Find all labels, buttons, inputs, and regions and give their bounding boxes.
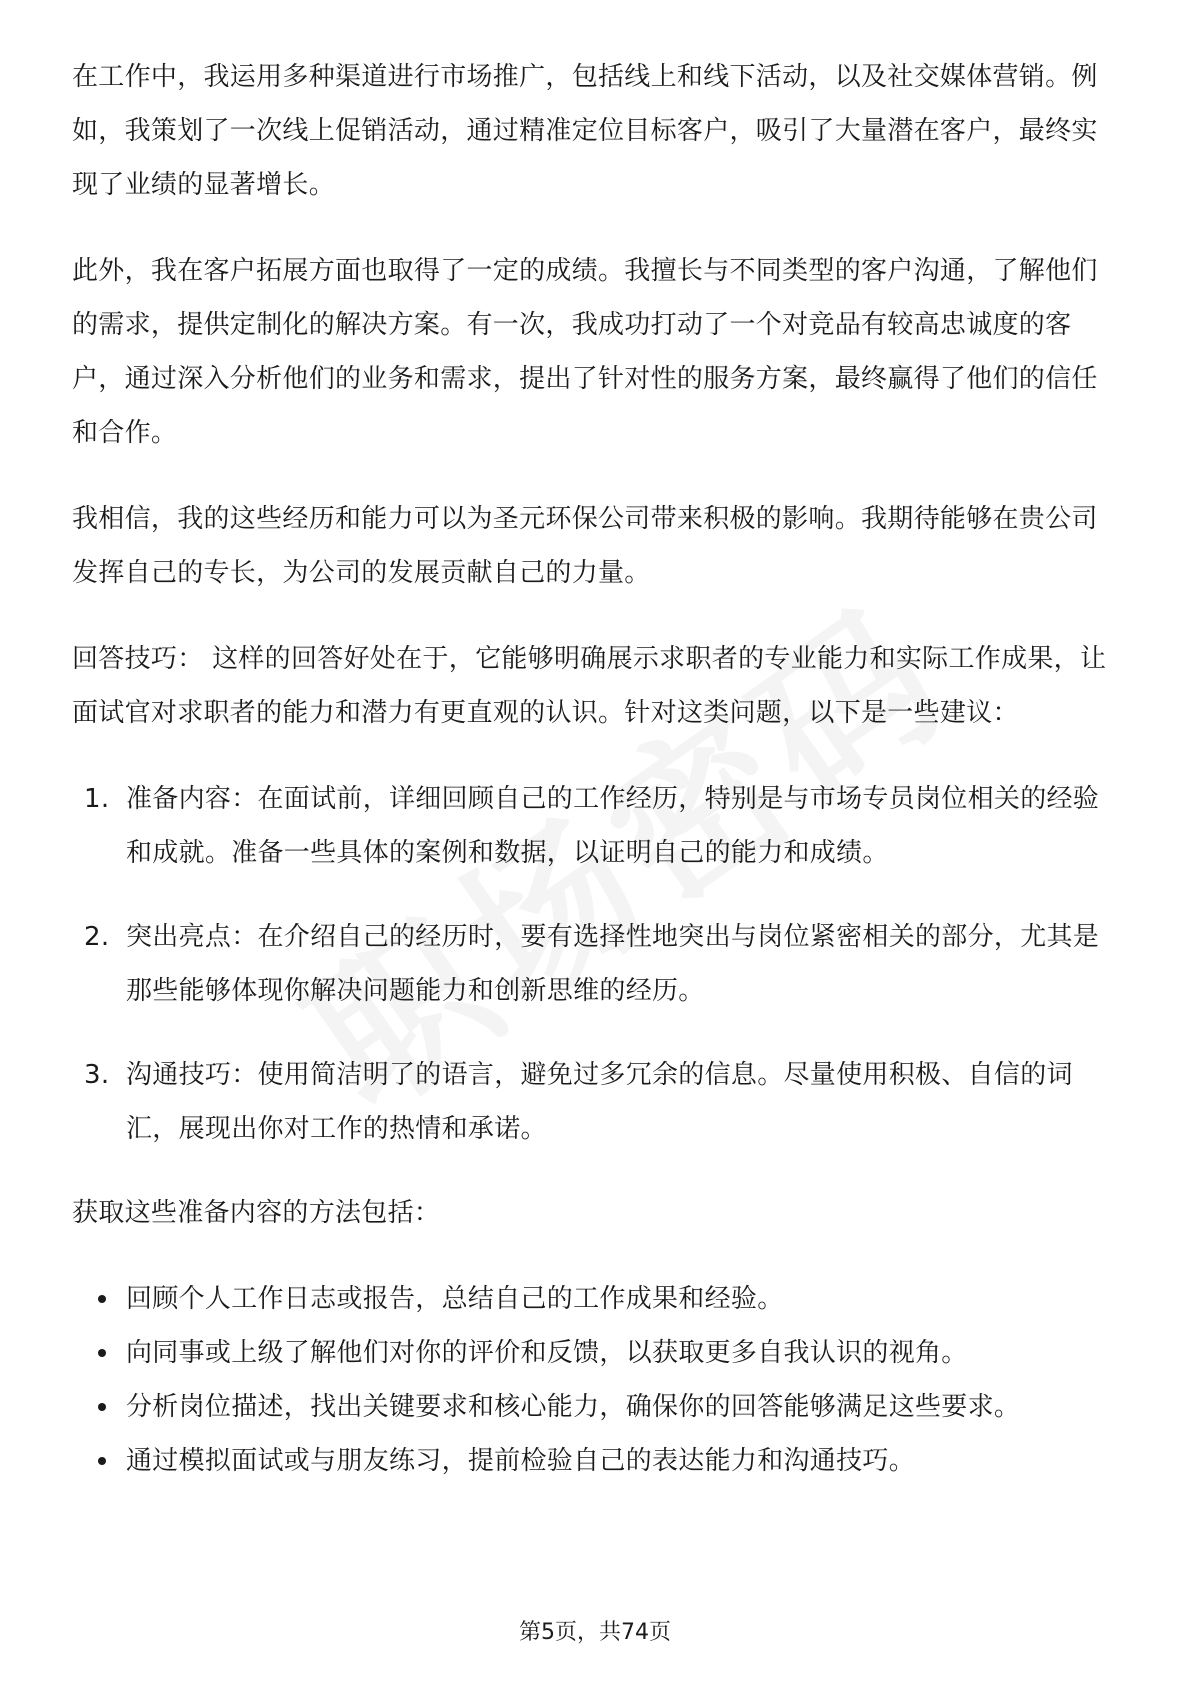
- list-item: [72, 910, 1118, 1018]
- list-item-text: 准备内容：在面试前，详细回顾自己的工作经历，特别是与市场专员岗位相关的经验和成就。准备一些具体的案例和数据，以证明自己的能力和成绩。: [126, 784, 1100, 868]
- list-item-text: 分析岗位描述，找出关键要求和核心能力，确保你的回答能够满足这些要求。: [126, 1392, 1021, 1422]
- paragraph-work-experience: 在工作中，我运用多种渠道进行市场推广，包括线上和线下活动，以及社交媒体营销。例如，我策划了一次线上促销活动，通过精准定位目标客户，吸引了大量潜在客户，最终实现了业绩的显著增长。: [72, 62, 1098, 200]
- list-item: [72, 772, 1118, 880]
- list-item: [72, 1380, 1118, 1434]
- bullet-icon: [98, 1295, 106, 1303]
- list-item: [72, 1434, 1118, 1488]
- list-item-text: 突出亮点：在介绍自己的经历时，要有选择性地突出与岗位紧密相关的部分，尤其是那些能够体现你解决问题能力和创新思维的经历。: [126, 922, 1100, 1006]
- document-body: [72, 50, 1118, 1488]
- tips-numbered-list: [72, 772, 1118, 1156]
- list-item-number: 2.: [84, 922, 110, 952]
- page-number-footer: 第5页，共74页: [519, 1620, 671, 1645]
- list-item-number: 1.: [84, 784, 110, 814]
- list-item-text: 通过模拟面试或与朋友练习，提前检验自己的表达能力和沟通技巧。: [126, 1446, 916, 1476]
- paragraph-client-expansion: 此外，我在客户拓展方面也取得了一定的成绩。我擅长与不同类型的客户沟通，了解他们的需求，提供定制化的解决方案。有一次，我成功打动了一个对竞品有较高忠诚度的客户，通过深入分析他们的业务和需求，提出了针对性的服务方案，最终赢得了他们的信任和合作。: [72, 256, 1098, 448]
- list-item: [72, 1048, 1118, 1156]
- list-item-text: 向同事或上级了解他们对你的评价和反馈，以获取更多自我认识的视角。: [126, 1338, 968, 1368]
- list-item-text: 回顾个人工作日志或报告，总结自己的工作成果和经验。: [126, 1284, 784, 1314]
- bullet-icon: [98, 1403, 106, 1411]
- methods-bullet-list: [72, 1272, 1118, 1488]
- list-item-text: 沟通技巧：使用简洁明了的语言，避免过多冗余的信息。尽量使用积极、自信的词汇，展现出你对工作的热情和承诺。: [126, 1060, 1073, 1144]
- list-item-number: 3.: [84, 1060, 110, 1090]
- paragraph-answer-tips: 回答技巧： 这样的回答好处在于，它能够明确展示求职者的专业能力和实际工作成果，让面试官对求职者的能力和潜力有更直观的认识。针对这类问题，以下是一些建议：: [72, 644, 1107, 728]
- methods-heading: 获取这些准备内容的方法包括：: [72, 1198, 441, 1228]
- bullet-icon: [98, 1457, 106, 1465]
- bullet-icon: [98, 1349, 106, 1357]
- list-item: [72, 1272, 1118, 1326]
- paragraph-conclusion: 我相信，我的这些经历和能力可以为圣元环保公司带来积极的影响。我期待能够在贵公司发挥自己的专长，为公司的发展贡献自己的力量。: [72, 504, 1098, 588]
- list-item: [72, 1326, 1118, 1380]
